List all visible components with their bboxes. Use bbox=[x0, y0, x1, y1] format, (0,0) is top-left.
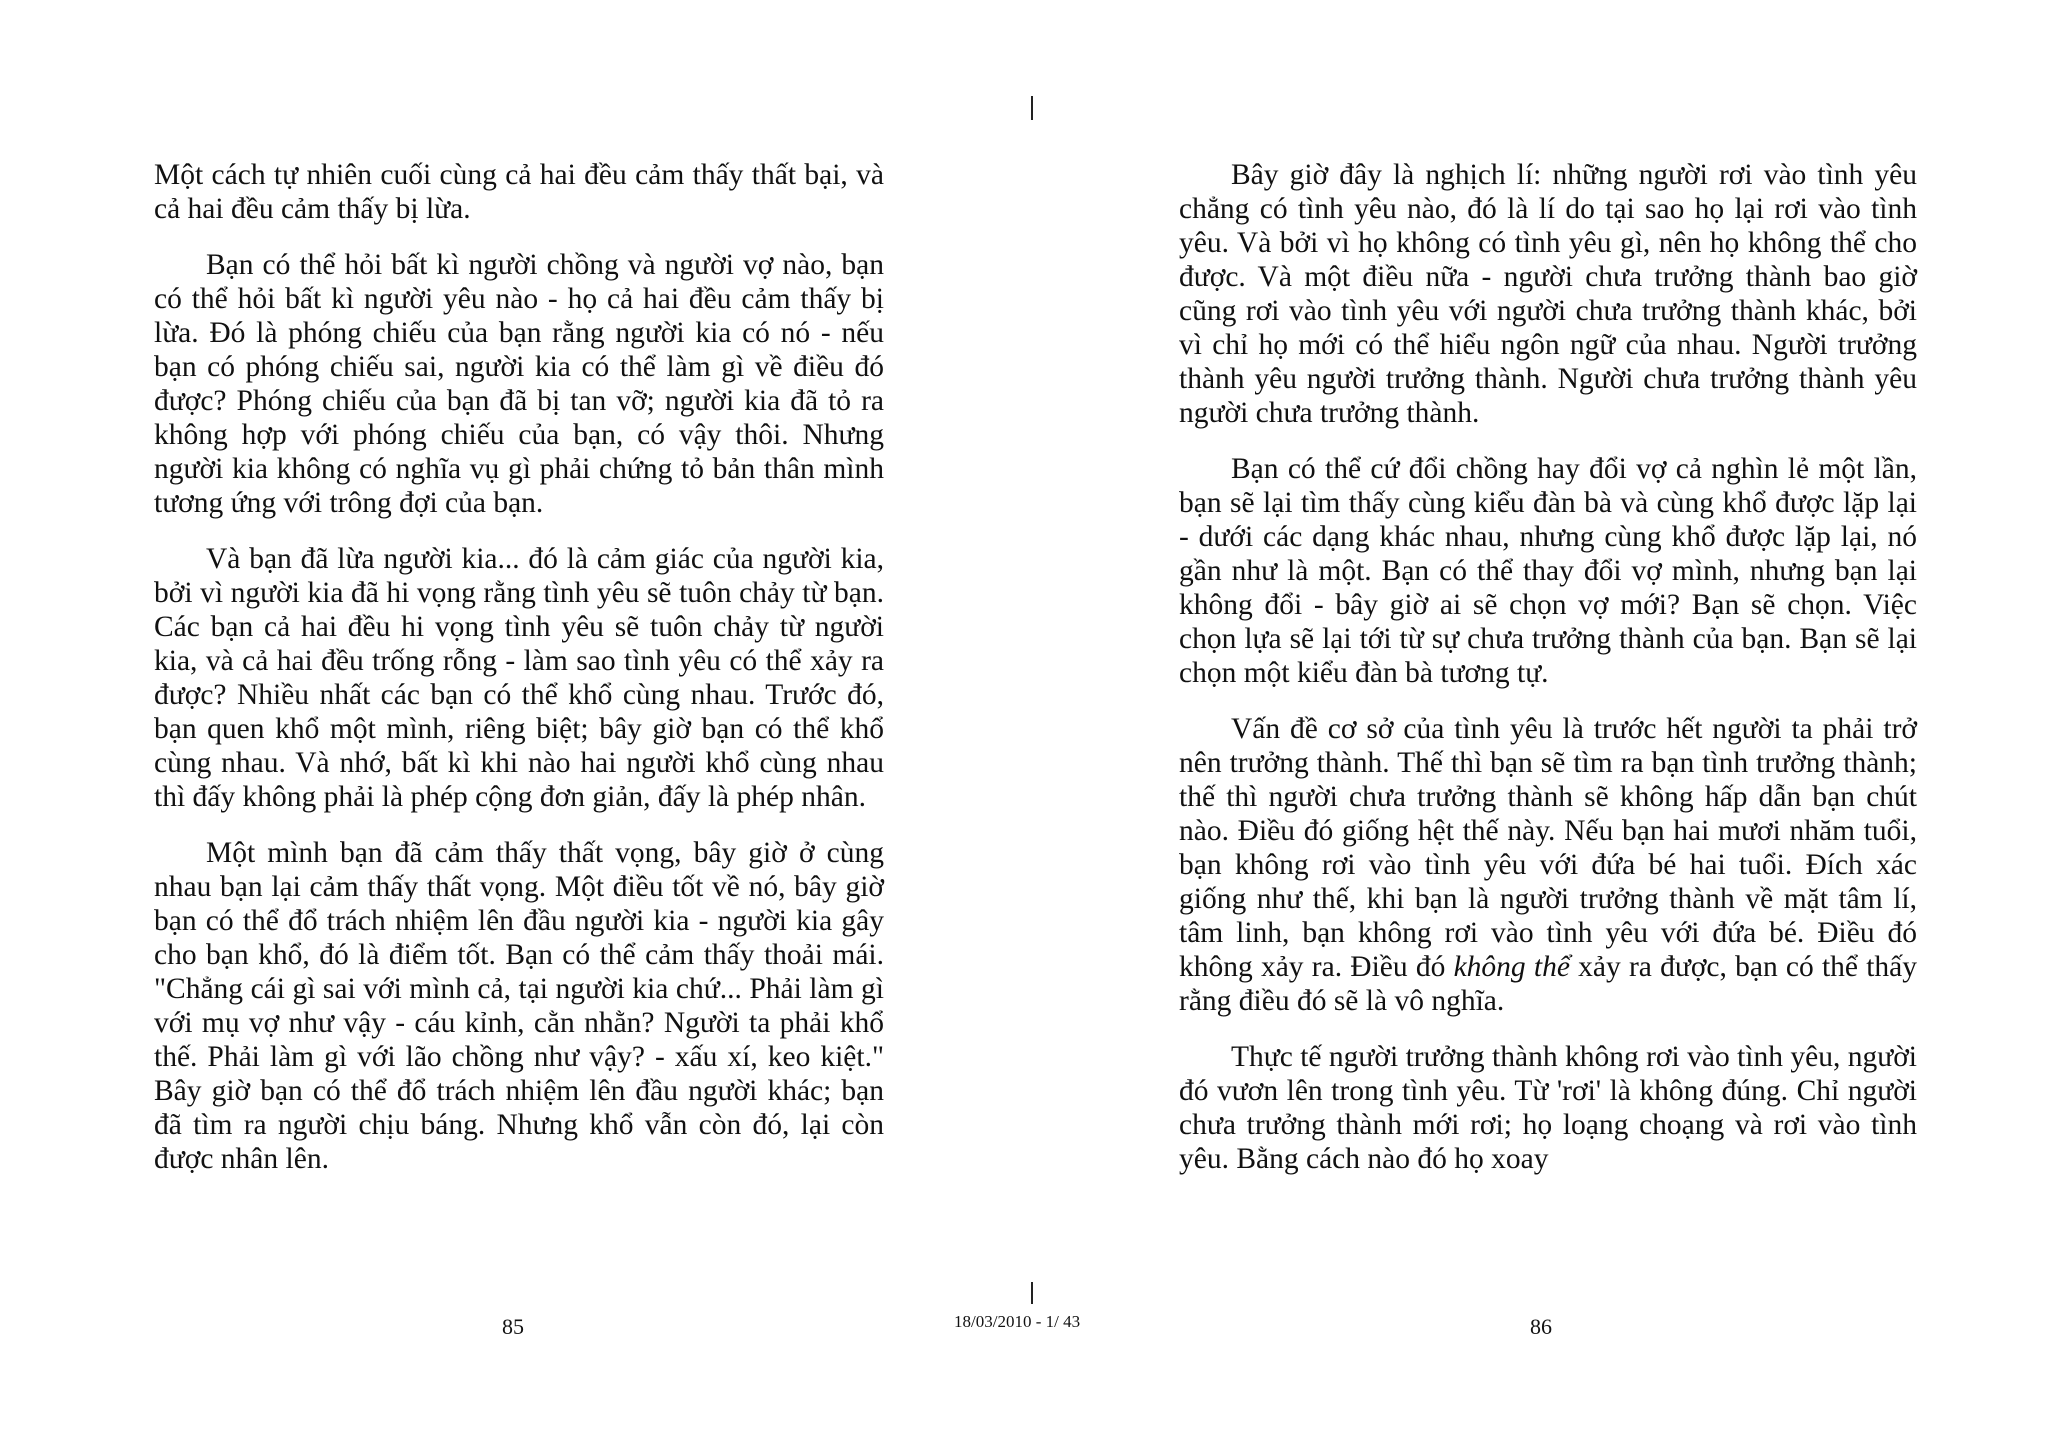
right-page bbox=[1179, 158, 1917, 1198]
page-number-right: 86 bbox=[1530, 1314, 1552, 1339]
paragraph: Một cách tự nhiên cuối cùng cả hai đều cảm thấy thất bại, và cả hai đều cảm thấy bị lừa. bbox=[154, 159, 884, 225]
crop-mark-bottom bbox=[1031, 1282, 1033, 1304]
page-number-left: 85 bbox=[502, 1314, 524, 1339]
emphasis-text: không thể bbox=[1453, 951, 1570, 983]
paragraph: Thực tế người trưởng thành không rơi vào tình yêu, người đó vươn lên trong tình yêu. Từ 'rơi' là không đúng. Chỉ người chưa trưởng thành mới rơi; họ loạng choạng và rơi vào tình yêu. Bằng cách nào đó họ xoay bbox=[1179, 1041, 1917, 1175]
crop-mark-top bbox=[1031, 96, 1033, 120]
paragraph: Bạn có thể hỏi bất kì người chồng và người vợ nào, bạn có thể hỏi bất kì người yêu nào - họ cả hai đều cảm thấy bị lừa. Đó là phóng chiếu của bạn rằng người kia có nó - nếu bạn có phóng chiếu sai, người kia có thể làm gì về điều đó được? Phóng chiếu của bạn đã bị tan vỡ; người kia đã tỏ ra không hợp với phóng chiếu của bạn, có vậy thôi. Nhưng người kia không có nghĩa vụ gì phải chứng tỏ bản thân mình tương ứng với trông đợi của bạn. bbox=[154, 249, 884, 519]
paragraph: Bạn có thể cứ đổi chồng hay đổi vợ cả nghìn lẻ một lần, bạn sẽ lại tìm thấy cùng kiểu đàn bà và cùng khổ được lặp lại - dưới các dạng khác nhau, nhưng cùng khổ được lặp lại, nó gần như là một. Bạn có thể thay đổi vợ mình, nhưng bạn lại không đổi - bây giờ ai sẽ chọn vợ mới? Bạn sẽ chọn. Việc chọn lựa sẽ lại tới từ sự chưa trưởng thành của bạn. Bạn sẽ lại chọn một kiểu đàn bà tương tự. bbox=[1179, 453, 1917, 689]
paragraph-text: xảy ra được, bạn có thể thấy rằng điều đó sẽ là vô nghĩa. bbox=[1179, 951, 1918, 1017]
paragraph: Và bạn đã lừa người kia... đó là cảm giác của người kia, bởi vì người kia đã hi vọng rằng tình yêu sẽ tuôn chảy từ bạn. Các bạn cả hai đều hi vọng tình yêu sẽ tuôn chảy từ người kia, và cả hai đều trống rỗng - làm sao tình yêu có thể xảy ra được? Nhiều nhất các bạn có thể khổ cùng nhau. Trước đó, bạn quen khổ một mình, riêng biệt; bây giờ bạn có thể khổ cùng nhau. Và nhớ, bất kì khi nào hai người khổ cùng nhau thì đấy không phải là phép cộng đơn giản, đấy là phép nhân. bbox=[154, 543, 884, 813]
left-page bbox=[154, 158, 884, 1198]
paragraph-text: Vấn đề cơ sở của tình yêu là trước hết người ta phải trở nên trưởng thành. Thế thì bạn sẽ tìm ra bạn tình trưởng thành; thế thì người chưa trưởng thành sẽ không hấp dẫn bạn chút nào. Điều đó giống hệt thế này. Nếu bạn hai mươi nhăm tuổi, bạn không rơi vào tình yêu với đứa bé hai tuổi. Đích xác giống như thế, khi bạn là người trưởng thành về mặt tâm lí, tâm linh, bạn không rơi vào tình yêu với đứa bé. Điều đó không xảy ra. Điều đó bbox=[1179, 713, 1917, 983]
footer-stamp: 18/03/2010 - 1/ 43 bbox=[954, 1312, 1081, 1331]
paragraph: Bây giờ đây là nghịch lí: những người rơi vào tình yêu chẳng có tình yêu nào, đó là lí do tại sao họ lại rơi vào tình yêu. Và bởi vì họ không có tình yêu gì, nên họ không thể cho được. Và một điều nữa - người chưa trưởng thành bao giờ cũng rơi vào tình yêu với người chưa trưởng thành khác, bởi vì chỉ họ mới có thể hiểu ngôn ngữ của nhau. Người trưởng thành yêu người trưởng thành. Người chưa trưởng thành yêu người chưa trưởng thành. bbox=[1179, 159, 1917, 429]
paragraph bbox=[1179, 712, 1917, 1018]
paragraph: Một mình bạn đã cảm thấy thất vọng, bây giờ ở cùng nhau bạn lại cảm thấy thất vọng. Một điều tốt về nó, bây giờ bạn có thể đổ trách nhiệm lên đầu người kia - người kia gây cho bạn khổ, đó là điểm tốt. Bạn có thể cảm thấy thoải mái. "Chẳng cái gì sai với mình cả, tại người kia chứ... Phải làm gì với mụ vợ như vậy - cáu kỉnh, cằn nhằn? Người ta phải khổ thế. Phải làm gì với lão chồng như vậy? - xấu xí, keo kiệt." Bây giờ bạn có thể đổ trách nhiệm lên đầu người khác; bạn đã tìm ra người chịu báng. Nhưng khổ vẫn còn đó, lại còn được nhân lên. bbox=[154, 837, 884, 1175]
